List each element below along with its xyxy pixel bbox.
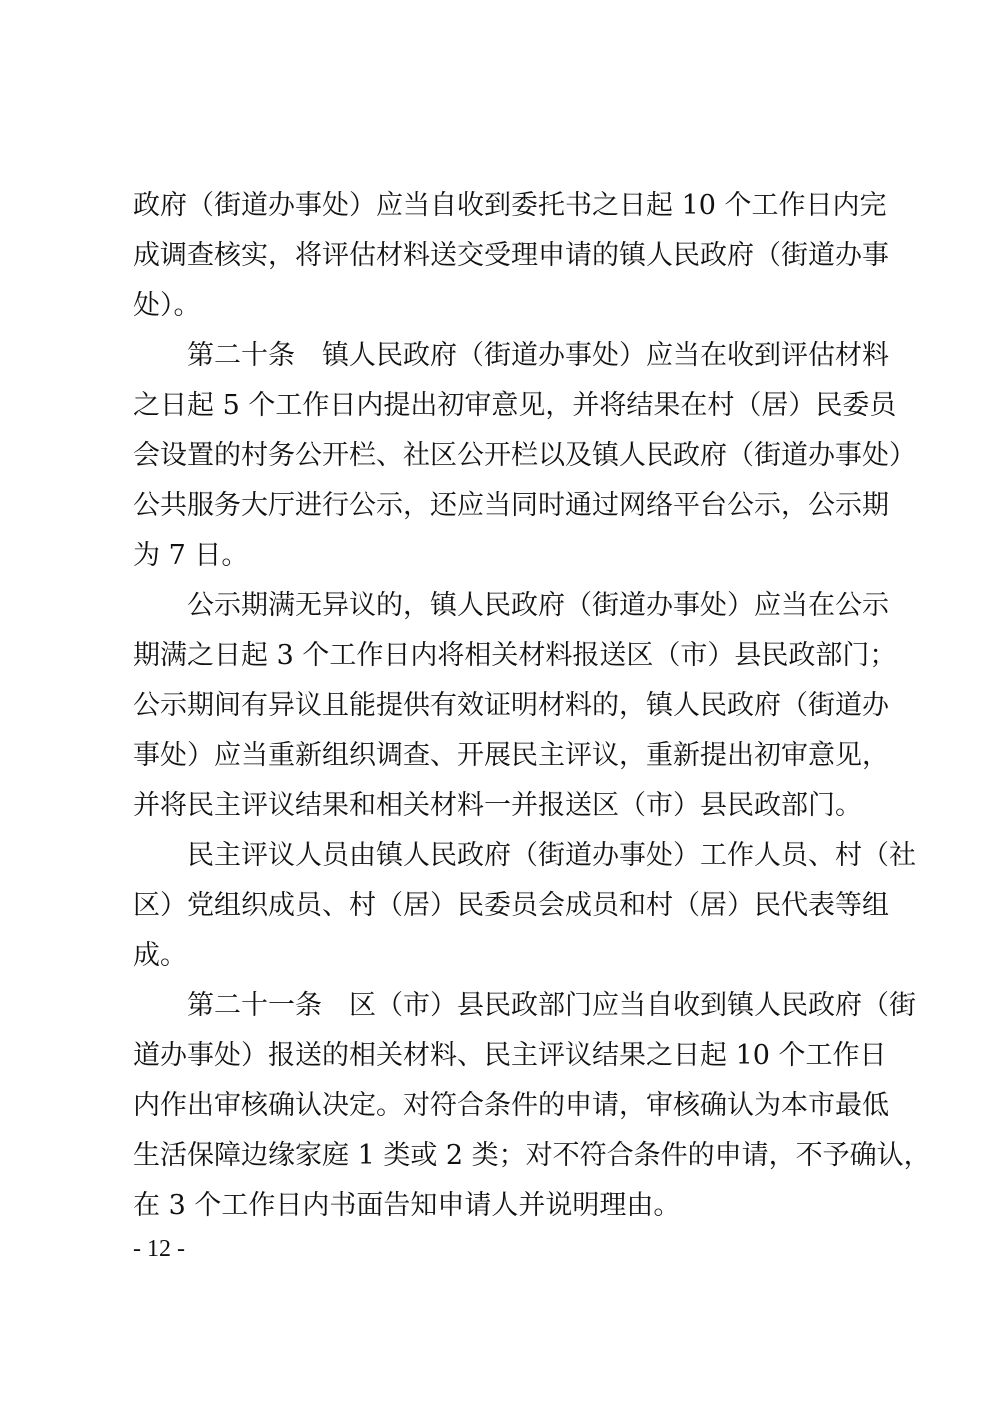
body-line: 成。 bbox=[133, 940, 187, 971]
paragraph-start-line: 民主评议人员由镇人民政府（街道办事处）工作人员、村（社 bbox=[187, 840, 916, 871]
body-line: 道办事处）报送的相关材料、民主评议结果之日起 10 个工作日 bbox=[133, 1040, 887, 1071]
body-line: 处）。 bbox=[133, 290, 201, 321]
body-line: 内作出审核确认决定。对符合条件的申请，审核确认为本市最低 bbox=[133, 1090, 889, 1121]
body-line: 区）党组织成员、村（居）民委员会成员和村（居）民代表等组 bbox=[133, 890, 889, 921]
body-line: 并将民主评议结果和相关材料一并报送区（市）县民政部门。 bbox=[133, 790, 862, 821]
body-line: 公共服务大厅进行公示，还应当同时通过网络平台公示，公示期 bbox=[133, 490, 889, 521]
body-line: 期满之日起 3 个工作日内将相关材料报送区（市）县民政部门； bbox=[133, 640, 897, 671]
body-line: 之日起 5 个工作日内提出初审意见，并将结果在村（居）民委员 bbox=[133, 390, 897, 421]
body-line: 成调查核实，将评估材料送交受理申请的镇人民政府（街道办事 bbox=[133, 240, 889, 271]
paragraph-start-line: 公示期满无异议的，镇人民政府（街道办事处）应当在公示 bbox=[187, 590, 889, 621]
page-number: - 12 - bbox=[133, 1236, 185, 1262]
body-line: 公示期间有异议且能提供有效证明材料的，镇人民政府（街道办 bbox=[133, 690, 889, 721]
article-21-line: 第二十一条 区（市）县民政部门应当自收到镇人民政府（街 bbox=[187, 990, 916, 1021]
article-20-line: 第二十条 镇人民政府（街道办事处）应当在收到评估材料 bbox=[187, 340, 889, 371]
body-line: 为 7 日。 bbox=[133, 540, 249, 571]
body-line: 事处）应当重新组织调查、开展民主评议，重新提出初审意见， bbox=[133, 740, 889, 771]
body-line: 政府（街道办事处）应当自收到委托书之日起 10 个工作日内完 bbox=[133, 190, 887, 221]
body-line: 在 3 个工作日内书面告知申请人并说明理由。 bbox=[133, 1190, 681, 1221]
body-line: 生活保障边缘家庭 1 类或 2 类；对不符合条件的申请，不予确认， bbox=[133, 1140, 931, 1171]
body-line: 会设置的村务公开栏、社区公开栏以及镇人民政府（街道办事处） bbox=[133, 440, 916, 471]
